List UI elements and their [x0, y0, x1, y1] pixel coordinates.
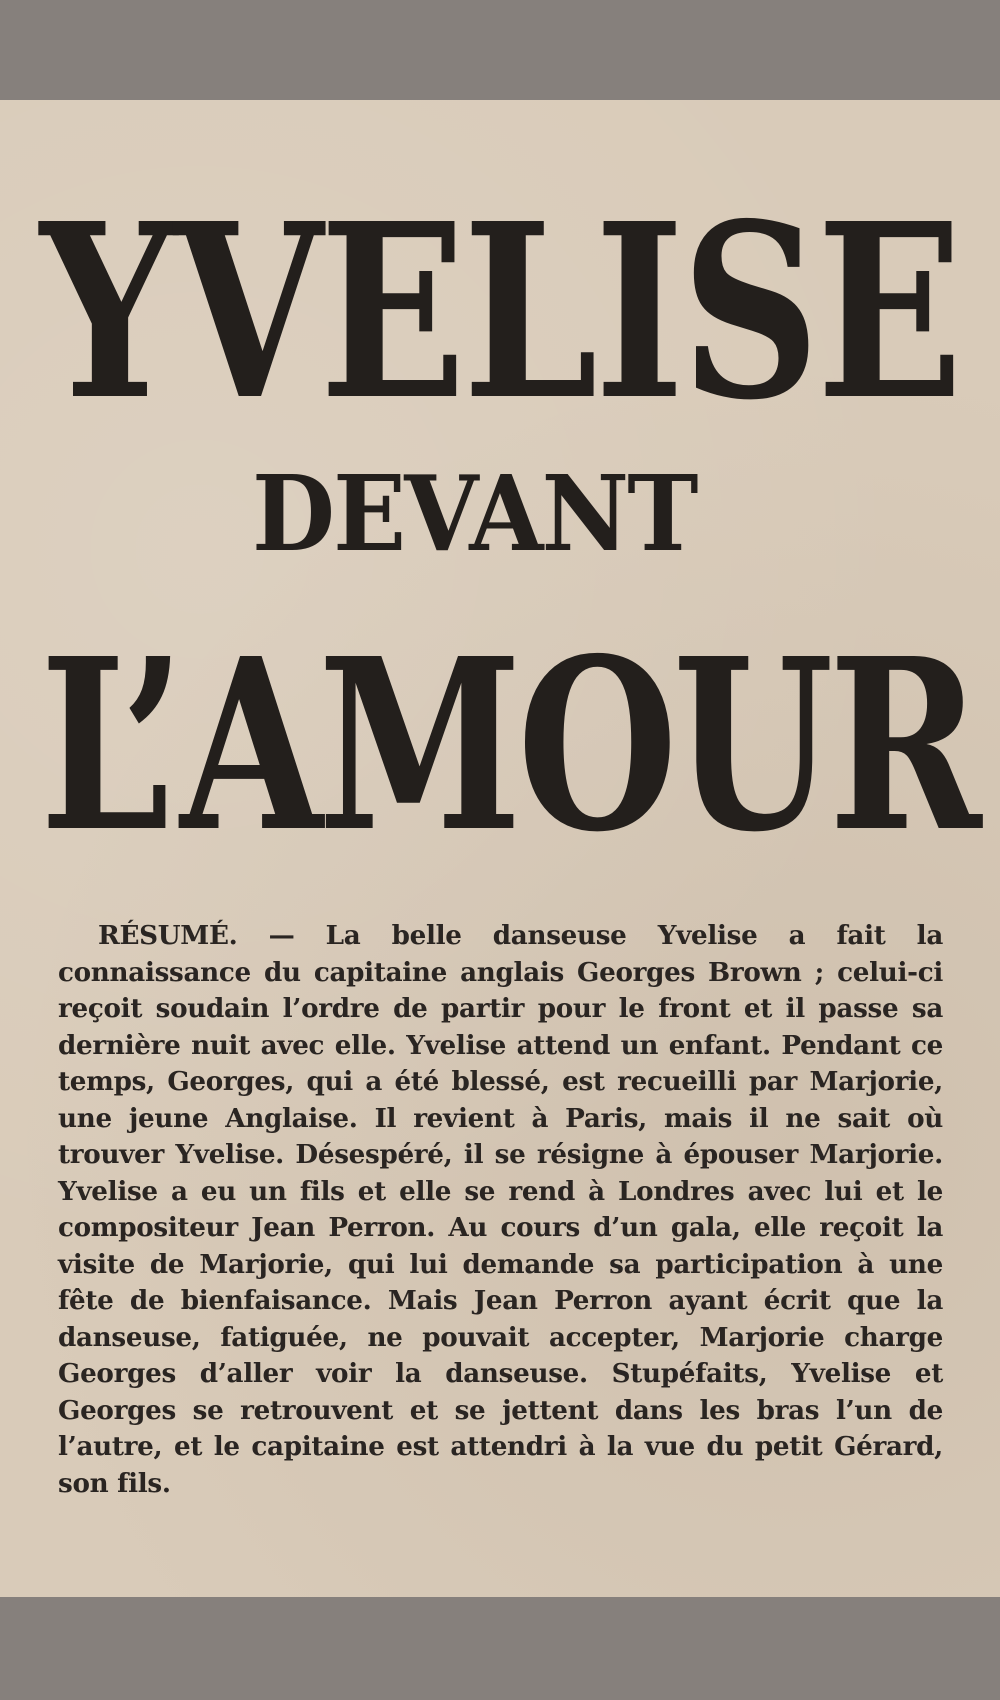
headline-line-1: YVELISE [40, 171, 960, 453]
newspaper-clipping [0, 100, 1000, 1597]
summary-lead: RÉSUMÉ. [98, 920, 238, 951]
bottom-frame-bar [0, 1597, 1000, 1700]
headline-line-3: L’AMOUR [40, 606, 978, 884]
summary-body: — La belle danseuse Yvelise a fait la connaissance du capitaine anglais Georges Brown ; celui-ci reçoit soudain l’ordre de partir pour le front et il passe sa dernière nuit avec elle. Yvelise attend un enfant. Pendant ce temps, Georges, qui a été blessé, est recueilli par Marjorie, une jeune Anglaise. Il revient à Paris, mais il ne sait où trouver Yvelise. Désespéré, il se résigne à épouser Marjorie. Yvelise a eu un fils et elle se rend à Londres avec lui et le compositeur Jean Perron. Au cours d’un gala, elle reçoit la visite de Marjorie, qui lui demande sa participation à une fête de bienfaisance. Mais Jean Perron ayant écrit que la danseuse, fatiguée, ne pouvait accepter, Marjorie charge Georges d’aller voir la danseuse. Stupéfaits, Yvelise et Georges se retrouvent et se jettent dans les bras l’un de l’autre, et le capitaine est attendri à la vue du petit Gérard, son fils. [58, 920, 943, 1499]
top-frame-bar [0, 0, 1000, 100]
headline-line-2: DEVANT [252, 452, 697, 575]
summary-paragraph [58, 918, 943, 1502]
